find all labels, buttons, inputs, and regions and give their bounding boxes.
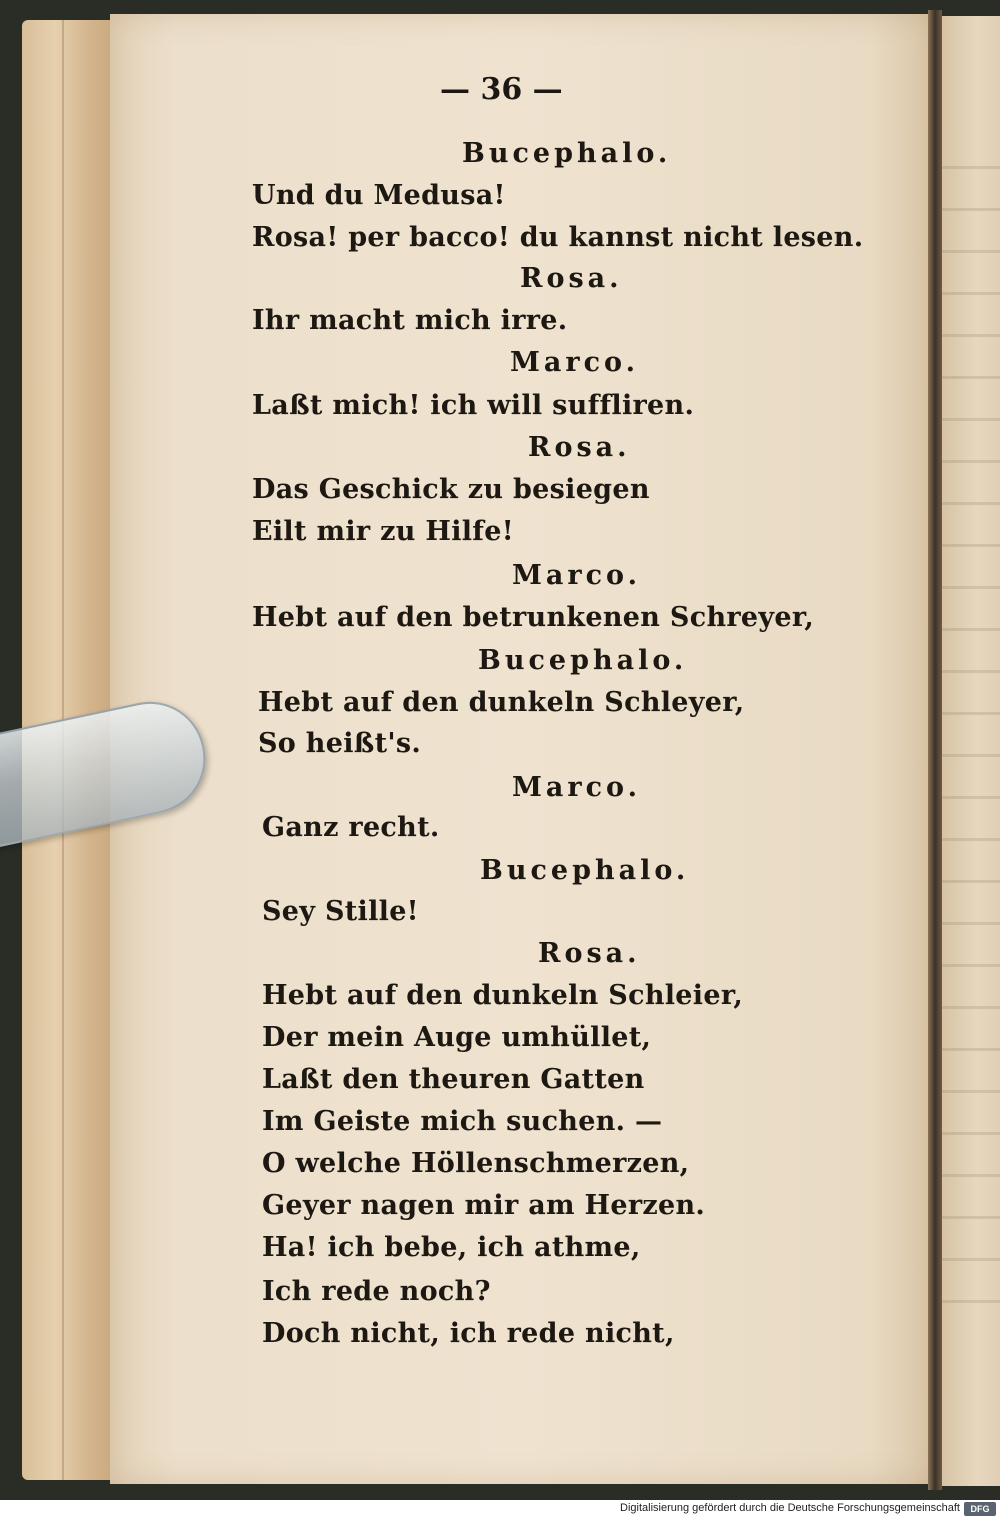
verse-line: Und du Medusa! xyxy=(252,180,506,211)
bleed-through-mark xyxy=(942,334,1000,337)
speaker-name: Rosa. xyxy=(538,938,641,969)
verse-line: Der mein Auge umhüllet, xyxy=(262,1022,652,1053)
bleed-through-mark xyxy=(942,1216,1000,1219)
bleed-through-mark xyxy=(942,628,1000,631)
speaker-name: Rosa. xyxy=(528,432,631,463)
bleed-through-mark xyxy=(942,838,1000,841)
verse-line: Rosa! per bacco! du kannst nicht lesen. xyxy=(252,222,864,253)
footer-credit: Digitalisierung gefördert durch die Deutsche Forschungsgemeinschaft xyxy=(620,1502,960,1514)
verse-line: Sey Stille! xyxy=(262,896,419,927)
verse-line: Ganz recht. xyxy=(262,812,440,843)
bleed-through-mark xyxy=(942,880,1000,883)
bleed-through-mark xyxy=(942,670,1000,673)
book-gutter xyxy=(928,10,942,1490)
facing-page-edge xyxy=(942,16,1000,1486)
bleed-through-mark xyxy=(942,1048,1000,1051)
verse-line: Laßt mich! ich will suffliren. xyxy=(252,390,695,421)
bleed-through-mark xyxy=(942,166,1000,169)
speaker-name: Rosa. xyxy=(520,263,623,294)
verse-line: Eilt mir zu Hilfe! xyxy=(252,516,514,547)
bleed-through-mark xyxy=(942,544,1000,547)
bleed-through-mark xyxy=(942,1300,1000,1303)
bleed-through-mark xyxy=(942,1174,1000,1177)
speaker-name: Marco. xyxy=(512,772,641,803)
speaker-name: Marco. xyxy=(512,560,641,591)
bleed-through-mark xyxy=(942,250,1000,253)
verse-line: Ha! ich bebe, ich athme, xyxy=(262,1232,641,1263)
verse-line: Das Geschick zu besiegen xyxy=(252,474,650,505)
bleed-through-mark xyxy=(942,418,1000,421)
verse-line: Hebt auf den dunkeln Schleier, xyxy=(262,980,744,1011)
verse-line: Geyer nagen mir am Herzen. xyxy=(262,1190,706,1221)
bleed-through-mark xyxy=(942,964,1000,967)
speaker-name: Marco. xyxy=(510,347,639,378)
bleed-through-mark xyxy=(942,586,1000,589)
footer-bar xyxy=(0,1500,1000,1519)
bleed-through-mark xyxy=(942,460,1000,463)
bleed-through-mark xyxy=(942,1132,1000,1135)
verse-line: Ihr macht mich irre. xyxy=(252,305,568,336)
bleed-through-mark xyxy=(942,1258,1000,1261)
bleed-through-mark xyxy=(942,208,1000,211)
bleed-through-mark xyxy=(942,502,1000,505)
verse-line: Laßt den theuren Gatten xyxy=(262,1064,645,1095)
bleed-through-mark xyxy=(942,754,1000,757)
verse-line: So heißt's. xyxy=(258,728,422,759)
bleed-through-mark xyxy=(942,376,1000,379)
page-number: — 36 — xyxy=(440,72,563,107)
verse-line: Hebt auf den dunkeln Schleyer, xyxy=(258,687,745,718)
dfg-logo: DFG xyxy=(964,1502,996,1516)
bleed-through-mark xyxy=(942,712,1000,715)
bleed-through-mark xyxy=(942,1090,1000,1093)
verse-line: O welche Höllenschmerzen, xyxy=(262,1148,690,1179)
verse-line: Im Geiste mich suchen. — xyxy=(262,1106,663,1137)
verse-line: Hebt auf den betrunkenen Schreyer, xyxy=(252,602,815,633)
verse-line: Ich rede noch? xyxy=(262,1276,491,1307)
bleed-through-mark xyxy=(942,922,1000,925)
speaker-name: Bucephalo. xyxy=(480,855,690,886)
verse-line: Doch nicht, ich rede nicht, xyxy=(262,1318,675,1349)
speaker-name: Bucephalo. xyxy=(462,138,672,169)
bleed-through-mark xyxy=(942,796,1000,799)
speaker-name: Bucephalo. xyxy=(478,645,688,676)
bleed-through-mark xyxy=(942,292,1000,295)
bleed-through-mark xyxy=(942,1006,1000,1009)
